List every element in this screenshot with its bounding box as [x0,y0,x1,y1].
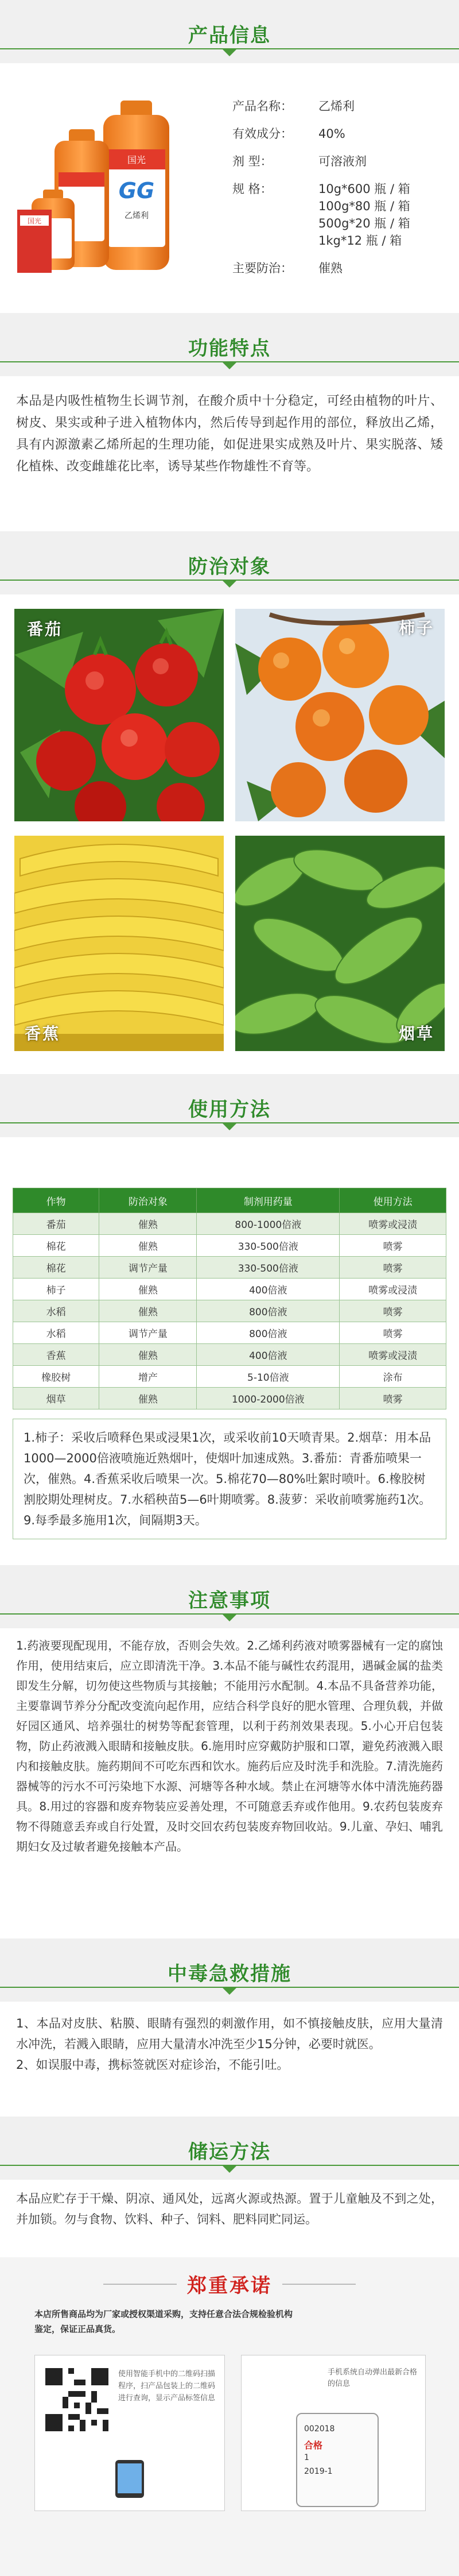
table-row [13,1366,446,1388]
table-cell: 喷雾 [340,1300,446,1322]
table-cell: 喷雾或浸渍 [340,1344,446,1366]
title-arrow-icon [223,362,236,369]
table-cell: 330-500倍液 [197,1257,340,1279]
section-title: 功能特点 [188,337,271,360]
promise-text [34,2307,425,2336]
title-arrow-icon [223,49,236,56]
storage-text: 本品应贮存于干燥、阴凉、通风处，远离火源或热源。置于儿童触及不到之处，并加锁。勿与食物、饮料、种子、饲料、肥料同贮同运。 [16,2192,443,2226]
svg-text:国光: 国光 [27,217,42,225]
svg-text:GG: GG [118,178,155,203]
table-row [13,1322,446,1344]
table-cell: 催熟 [99,1300,197,1322]
form-value: 可溶液剂 [318,155,367,168]
table-cell: 催熟 [99,1235,197,1257]
result-card [241,2355,426,2511]
column-header: 制剂用药量 [197,1188,340,1213]
promise-title-wrap [0,2270,459,2298]
cautions-text: 1.药液要现配现用，不能存放，否则会失效。2.乙烯利药液对喷雾器械有一定的腐蚀作用，使用结束后，应立即清洗干净。3.本品不能与碱性农药混用，遇碱金属的盐类即发生分解，切勿使这些物质与其接触；不能用污水配制。4.本品不具备营养功能，主要靠调节养分分配改变流向起作用，应结合科学良好的肥水管理、合理负载，并做好园区通风、培养强壮的树势等配套管理，以利于药剂效果表现。5.小心开启包装物，防止药液溅入眼睛和接触皮肤。6.施用时应穿戴防护服和口罩，避免药液溅入眼内和接触皮肤。施药期间不可吃东西和饮水。施药后应及时洗手和洗脸。7.清洗施药器械等的污水不可污染地下水源、河塘等各种水域。禁止在河塘等水体中清洗施药器具。8.用过的容器和废弃物装应妥善处理，不可随意丢弃或作他用。9.农药包装废弃物不得随意丢弃或自行处置，及时交回农药包装废弃物回收站。9.儿童、孕妇、哺乳期妇女及过敏者避免接触本产品。 [16,1639,443,1853]
table-cell: 5-10倍液 [197,1366,340,1388]
control-value: 催熟 [318,261,343,275]
table-cell: 喷雾或浸渍 [340,1213,446,1235]
table-cell: 涂布 [340,1366,446,1388]
column-header: 防治对象 [99,1188,197,1213]
persimmon-image [235,609,445,821]
content-value: 40% [318,127,345,141]
table-cell: 催熟 [99,1344,197,1366]
table-row [13,1279,446,1300]
crop-label-banana: 香蕉 [25,1024,61,1043]
table-cell: 烟草 [13,1388,99,1409]
table-row [13,1213,446,1235]
poison-text: 1、本品对皮肤、粘膜、眼睛有强烈的刺激作用，如不慎接触皮肤，应用大量清水冲洗，若溅入眼睛，应用大量清水冲洗至少15分钟，必要时就医。 2、如误服中毒，携标签就医对症诊治，不能引吐。 [16,2017,443,2072]
table-cell: 400倍液 [197,1344,340,1366]
title-arrow-icon [223,1615,236,1621]
table-cell: 800-1000倍液 [197,1213,340,1235]
section-title: 产品信息 [188,24,271,47]
section-title-bar [0,0,459,63]
control-label: 主要防治： [232,261,293,275]
section-title-bar [0,1565,459,1628]
title-underline [0,48,459,49]
cert-date: 2019-1 [304,2467,333,2476]
usage-table-wrapper [13,1188,446,1409]
table-cell: 催熟 [99,1279,197,1300]
table-cell: 香蕉 [13,1344,99,1366]
section-title-bar [0,1074,459,1137]
banana-image [14,836,224,1051]
table-cell: 400倍液 [197,1279,340,1300]
table-cell: 柿子 [13,1279,99,1300]
table-row [13,1344,446,1366]
table-cell: 棉花 [13,1235,99,1257]
qr-scan-card [34,2355,225,2511]
svg-text:乙烯利: 乙烯利 [125,211,149,221]
table-row [13,1300,446,1322]
crop-label-tomato: 番茄 [27,620,63,639]
table-cell: 棉花 [13,1257,99,1279]
table-row [13,1257,446,1279]
storage-section [0,2117,459,2180]
table-cell: 喷雾 [340,1322,446,1344]
section-title: 防治对象 [188,555,271,578]
table-cell: 800倍液 [197,1322,340,1344]
title-underline [0,361,459,362]
title-underline [0,580,459,581]
table-cell: 橡胶树 [13,1366,99,1388]
table-cell: 催熟 [99,1213,197,1235]
cert-index: 1 [304,2453,309,2462]
section-title: 中毒急救措施 [168,1963,291,1986]
result-caption: 手机系统自动弹出最新合格的信息 [328,2368,418,2388]
name-value: 乙烯利 [318,99,355,113]
section-title-bar [0,531,459,594]
poison-section [0,1938,459,2002]
table-cell: 喷雾 [340,1235,446,1257]
column-header: 作物 [13,1188,99,1213]
cert-number: 002018 [304,2424,335,2434]
table-cell: 调节产量 [99,1257,197,1279]
table-cell: 调节产量 [99,1322,197,1344]
title-arrow-icon [223,581,236,588]
table-cell: 增产 [99,1366,197,1388]
section-title: 注意事项 [188,1589,271,1612]
title-arrow-icon [223,1988,236,1995]
crop-label-tobacco: 烟草 [398,1024,434,1043]
table-cell: 水稻 [13,1300,99,1322]
content-label: 有效成分： [232,127,293,141]
name-label: 产品名称： [232,99,293,113]
table-cell: 喷雾 [340,1257,446,1279]
table-cell: 喷雾 [340,1388,446,1409]
phone-scan-icon [98,2459,161,2499]
section-title: 使用方法 [188,1098,271,1121]
title-underline [0,1987,459,1988]
title-underline [0,2165,459,2166]
form-label: 剂 型： [232,155,273,168]
product-spec-list [232,98,410,287]
table-cell: 330-500倍液 [197,1235,340,1257]
tobacco-image [235,836,445,1051]
section-title: 储运方法 [188,2141,271,2164]
title-underline [0,1613,459,1615]
qr-code-icon [45,2368,108,2431]
title-arrow-icon [223,2166,236,2173]
table-row [13,1388,446,1409]
table-cell: 1000-2000倍液 [197,1388,340,1409]
title-underline [0,1122,459,1123]
table-cell: 喷雾或浸渍 [340,1279,446,1300]
table-cell: 番茄 [13,1213,99,1235]
promise-line-2: 鉴定，保证正品真货。 [34,2324,121,2334]
crop-label-persimmon: 柿子 [398,619,434,638]
svg-text:国光: 国光 [127,155,146,165]
qr-instructions: 使用智能手机中的二维码扫描程序，扫产品包装上的二维码进行查询，显示产品标签信息 [118,2370,216,2403]
table-cell: 800倍液 [197,1300,340,1322]
table-cell: 催熟 [99,1388,197,1409]
title-arrow-icon [223,1123,236,1130]
product-bottles-image [17,86,212,276]
section-title-bar [0,313,459,376]
cert-status: 合格 [304,2440,323,2451]
table-header-row [13,1188,446,1213]
spec-value: 10g*600 瓶 / 箱 100g*80 瓶 / 箱 500g*20 瓶 / 箱 1kg*12 瓶 / 箱 [318,182,410,248]
promise-title: 郑重承诺 [177,2274,282,2297]
section-title-bar [0,1938,459,2002]
usage-table [13,1188,446,1409]
spec-label: 规 格： [232,182,273,196]
promise-line-1: 本店所售商品均为厂家或授权渠道采购，支持任意合法合规检验机构 [34,2309,293,2319]
features-section [0,313,459,376]
cautions-section [0,1565,459,1628]
usage-notes: 1.柿子：采收后喷释色果或浸果1次，或采收前10天喷青果。2.烟草：用本品1000—2000倍液喷施近熟烟叶，使烟叶加速成熟。3.番茄：青番茄喷果一次，催熟。4.香蕉采收后喷果一次。5.棉花70—80%吐絮时喷叶。6.橡胶树割胶期处理树皮。7.水稻秧苗5—6叶期喷雾。8.菠萝：采收前喷雾施药1次。9.每季最多施用1次，间隔期3天。 [13,1419,446,1539]
column-header: 使用方法 [340,1188,446,1213]
promise-panel [0,2257,459,2576]
targets-section [0,531,459,594]
usage-section [0,1074,459,1137]
tomato-image [14,609,224,821]
product-info-section [0,0,459,63]
table-row [13,1235,446,1257]
features-text: 本品是内吸性植物生长调节剂，在酸介质中十分稳定，可经由植物的叶片、树皮、果实或种子进入植物体内，然后传导到起作用的部位，释放出乙烯，具有内源激素乙烯所起的生理功能，如促进果实成熟及叶片、果实脱落、矮化植株、改变雌雄花比率，诱导某些作物雄性不育等。 [16,394,443,474]
phone-mock [296,2413,379,2507]
section-title-bar [0,2117,459,2180]
table-cell: 水稻 [13,1322,99,1344]
